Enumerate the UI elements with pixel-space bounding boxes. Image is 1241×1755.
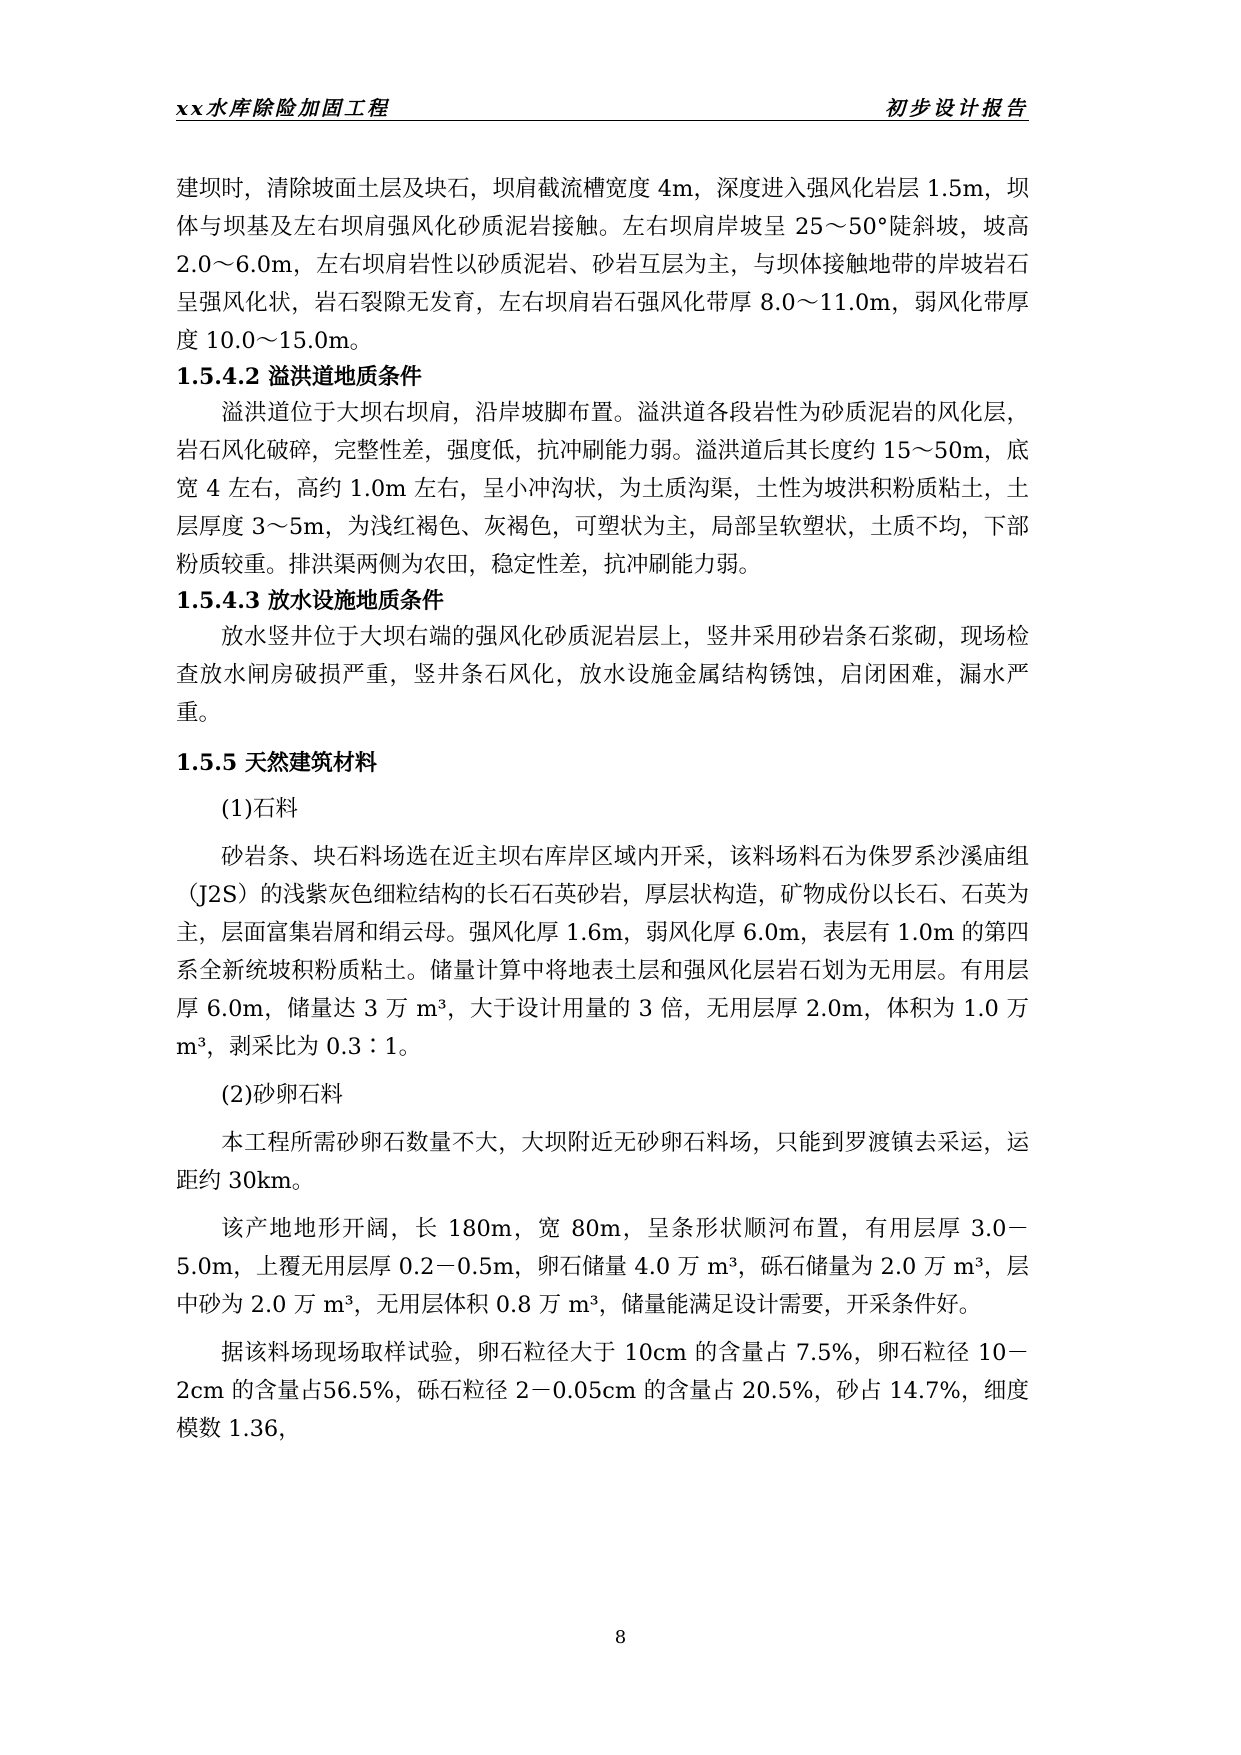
header-report-title: 初步设计报告: [885, 96, 1029, 120]
spacer: [176, 780, 1029, 790]
header-project-title: xx水库除险加固工程: [176, 96, 390, 120]
section-heading-1-5-5: 1.5.5 天然建筑材料: [176, 750, 377, 776]
spacer: [176, 732, 1029, 746]
header-divider: [176, 120, 1029, 121]
section-heading-1-5-4-3: 1.5.4.3 放水设施地质条件: [176, 588, 444, 614]
page-body: [176, 170, 1029, 1448]
paragraph-spillway: 溢洪道位于大坝右坝肩，沿岸坡脚布置。溢洪道各段岩性为砂质泥岩的风化层，岩石风化破碎，完整性差，强度低，抗冲刷能力弱。溢洪道后其长度约 15～50m，底宽 4 左右，高约 1.0m 左右，呈小冲沟状，为土质沟渠，土性为坡洪积粉质粘土，土层厚度 3～5m，为浅红褐色、灰褐色，可塑状为主，局部呈软塑状，土质不均，下部粉质较重。排洪渠两侧为农田，稳定性差，抗冲刷能力弱。: [176, 400, 1029, 578]
paragraph-gravel-test: 据该料场现场取样试验，卵石粒径大于 10cm 的含量占 7.5%，卵石粒径 10－2cm 的含量占56.5%，砾石粒径 2－0.05cm 的含量占 20.5%，砂占 14.7%，细度模数 1.36，: [176, 1340, 1029, 1442]
paragraph-stone: 砂岩条、块石料场选在近主坝右库岸区域内开采，该料场料石为侏罗系沙溪庙组（J2S）的浅紫灰色细粒结构的长石石英砂岩，厚层状构造，矿物成份以长石、石英为主，层面富集岩屑和绢云母。强风化厚 1.6m，弱风化厚 6.0m，表层有 1.0m 的第四系全新统坡积粉质粘土。储量计算中将地表土层和强风化层岩石划为无用层。有用层厚 6.0m，储量达 3 万 m³，大于设计用量的 3 倍，无用层厚 2.0m，体积为 1.0 万 m³，剥采比为 0.3∶1。: [176, 844, 1029, 1060]
subheading-gravel: (2)砂卵石料: [221, 1082, 343, 1108]
spacer: [176, 1324, 1029, 1334]
spacer: [176, 1114, 1029, 1124]
spacer: [176, 1200, 1029, 1210]
paragraph-outlet: 放水竖井位于大坝右端的强风化砂质泥岩层上，竖井采用砂岩条石浆砌，现场检查放水闸房破损严重，竖井条石风化，放水设施金属结构锈蚀，启闭困难，漏水严重。: [176, 624, 1029, 726]
spacer: [176, 828, 1029, 838]
paragraph-gravel-source: 本工程所需砂卵石数量不大，大坝附近无砂卵石料场，只能到罗渡镇去采运，运距约 30km。: [176, 1130, 1029, 1194]
page-number: 8: [614, 1627, 627, 1648]
section-heading-1-5-4-2: 1.5.4.2 溢洪道地质条件: [176, 364, 422, 390]
spacer: [176, 1066, 1029, 1076]
page-header: [176, 92, 1029, 122]
subheading-stone: (1)石料: [221, 796, 298, 822]
paragraph-gravel-site: 该产地地形开阔，长 180m，宽 80m，呈条形状顺河布置，有用层厚 3.0－5.0m，上覆无用层厚 0.2－0.5m，卵石储量 4.0 万 m³，砾石储量为 2.0 万 m³，层中砂为 2.0 万 m³，无用层体积 0.8 万 m³，储量能满足设计需要，开采条件好。: [176, 1216, 1029, 1318]
paragraph-dam-shoulder: 建坝时，清除坡面土层及块石，坝肩截流槽宽度 4m，深度进入强风化岩层 1.5m，坝体与坝基及左右坝肩强风化砂质泥岩接触。左右坝肩岸坡呈 25～50°陡斜坡，坡高 2.0～6.0m，左右坝肩岩性以砂质泥岩、砂岩互层为主，与坝体接触地带的岸坡岩石呈强风化状，岩石裂隙无发育，左右坝肩岩石强风化带厚 8.0～11.0m，弱风化带厚度 10.0～15.0m。: [176, 176, 1029, 354]
